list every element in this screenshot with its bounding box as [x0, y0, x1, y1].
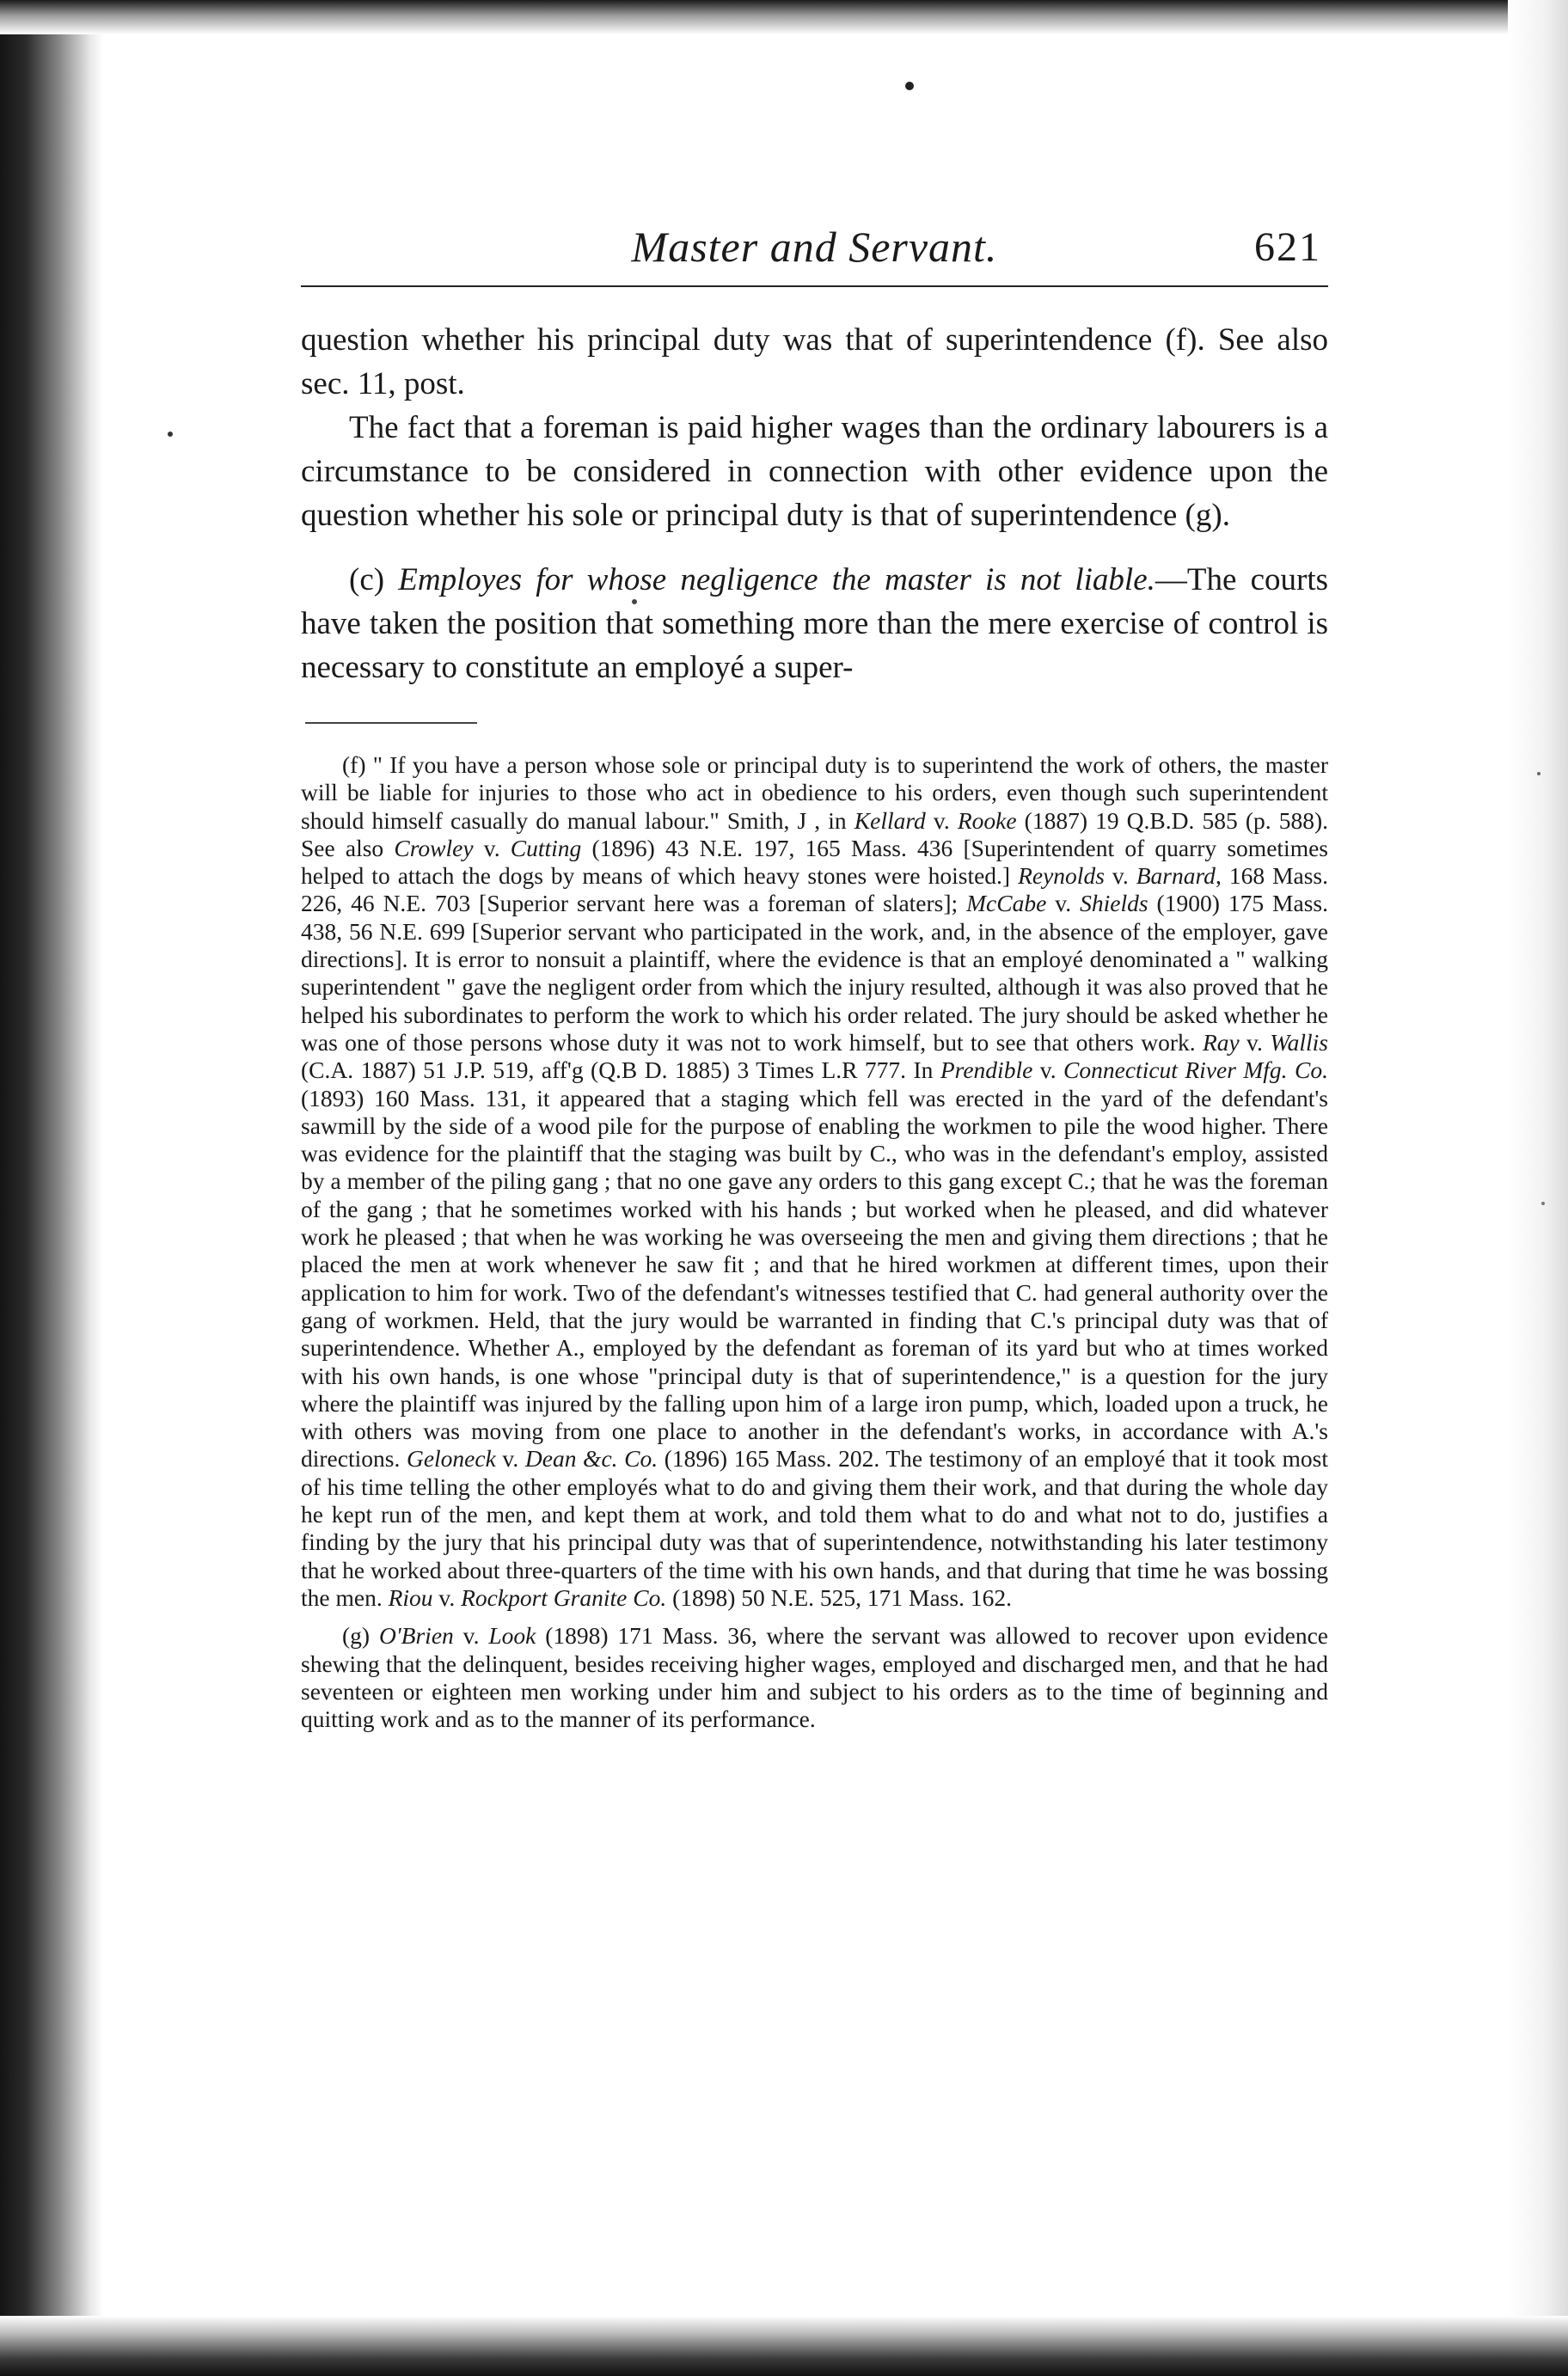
speck — [168, 432, 173, 437]
scan-shadow-bottom — [0, 2316, 1568, 2376]
footnote-text: (1893) 160 Mass. 131, it appeared that a staging which fell was erected in the yard of the defendant's sawmill by the side of a wood pile for the purpose of enabling the workmen to pile the wood higher. There was evidence for the plaintiff that the staging was built by C., who was in the defendant's employ, assisted by a member of the piling gang ; that no one gave any orders to this gang except C.; that he was the foreman of the gang ; that he sometimes worked with his hands ; but worked when he pleased, and did whatever work he pleased ; that when he was working he was overseeing the men and giving them directions ; that he placed the men at work whenever he saw fit ; and that he hired workmen at different times, upon their application to him for work. Two of the defendant's witnesses testified that C. had general authority over the gang of workmen. Held, that the jury would be warranted in finding that C.'s principal duty was that of superintendence. Whether A., employed by the defendant as foreman of its yard but who at times worked with his own hands, is one whose "principal duty is that of superintendence," is a question for the jury where the plaintiff was injured by the falling upon him of a large iron pump, which, loaded upon a truck, he with others was moving from one place to another in the defendant's works, in accordance with A.'s directions. — [301, 1084, 1328, 1473]
footnote-text: v. — [1046, 890, 1081, 917]
case-name: Crowley — [394, 834, 474, 861]
case-name: Dean &c. Co. — [524, 1445, 658, 1473]
case-name: Kellard — [854, 806, 926, 834]
footnote-text: v. — [1032, 1056, 1064, 1084]
scan-shadow-top — [0, 0, 1568, 34]
footnote-text: v. — [432, 1583, 462, 1611]
body-paragraph: question whether his principal duty was that of superintendence (f). See also sec. 11, post. — [301, 322, 1328, 401]
footnotes — [301, 751, 1328, 1733]
section-marker: (c) — [349, 562, 385, 597]
running-title: Master and Servant. — [631, 223, 998, 271]
section-c-paragraph — [301, 558, 1328, 689]
footnote-text: v. — [1104, 862, 1136, 890]
book-page — [301, 215, 1328, 1733]
case-name: Riou — [388, 1583, 433, 1611]
case-name: Barnard — [1136, 862, 1216, 890]
section-heading: Employes for whose negligence the master is not liable. — [398, 562, 1155, 597]
footnote-text: v. — [473, 834, 511, 861]
footnote-text: , 168 Mass. 226, 46 N.E. 703 [Superior servant here was a foreman of slaters]; — [301, 862, 1329, 917]
header-rule — [301, 285, 1328, 287]
footnote-text: (g) — [342, 1622, 379, 1650]
speck — [905, 82, 914, 90]
case-name: Shields — [1080, 890, 1148, 917]
body-paragraph: The fact that a foreman is paid higher wages than the ordinary labourers is a circumstance to be considered in connection with other evidence upon the question whether his sole or principal duty is that of superintendence (g). — [301, 410, 1328, 533]
case-name: Cutting — [510, 834, 582, 861]
footnote-text: (f) " If you have a person whose sole or principal duty is to superintend the work of others, the master will be liable for injuries to those who act in obedience to his orders, even though such superintendent should himself casually do manual labour." Smith, J , in — [301, 751, 1328, 834]
running-head — [301, 215, 1328, 285]
case-name: Geloneck — [406, 1445, 496, 1473]
case-name: Reynolds — [1018, 862, 1105, 890]
case-name: Rockport Granite Co. — [461, 1583, 667, 1611]
footnote-text: v. — [1239, 1028, 1271, 1056]
footnote-f — [301, 751, 1328, 1612]
footnote-text: v. — [453, 1622, 489, 1650]
footnote-text: (1896) 165 Mass. 202. The testimony of an employé that it took most of his time telling the other employés what to do and giving them their work, and that during the whole day he kept run of the men, and kept them at work, and told them what to do and what not to do, justifies a finding by the jury that his principal duty was that of superintendence, notwithstanding his later testimony that he worked about three-quarters of the time with his own hands, and that during that time he was bossing the men. — [301, 1445, 1328, 1611]
case-name: Rooke — [957, 806, 1017, 834]
footnote-text: (1898) 171 Mass. 36, where the servant was allowed to recover upon evidence shewing that the delinquent, besides receiving higher wages, employed and discharged men, and that he had seventeen or eighteen men working under him and subject to his orders as to the time of beginning and quitting work and as to the manner of its performance. — [301, 1622, 1329, 1733]
section-text: —The courts have taken the position that something more than the mere exercise of control is necessary to constitute an employé a super- — [301, 562, 1329, 685]
case-name: McCabe — [966, 890, 1047, 917]
footnote-rule — [305, 722, 477, 724]
scan-shadow-right — [1508, 0, 1568, 2376]
footnote-text: (1896) 43 N.E. 197, 165 Mass. 436 [Superintendent of quarry sometimes helped to attach the dogs by means of which heavy stones were hoisted.] — [301, 834, 1328, 890]
case-name: Prendible — [940, 1056, 1033, 1084]
case-name: O'Brien — [378, 1622, 454, 1650]
footnote-text: v. — [925, 806, 958, 834]
footnote-text: (C.A. 1887) 51 J.P. 519, aff'g (Q.B D. 1885) 3 Times L.R 777. In — [301, 1056, 940, 1084]
case-name: Wallis — [1270, 1028, 1328, 1056]
body-text — [301, 318, 1328, 689]
case-name: Ray — [1202, 1028, 1240, 1056]
case-name: Connecticut River Mfg. Co. — [1063, 1056, 1328, 1084]
footnote-g — [301, 1622, 1328, 1733]
footnote-text: v. — [495, 1445, 525, 1473]
page-number: 621 — [1254, 224, 1321, 270]
footnote-text: (1898) 50 N.E. 525, 171 Mass. 162. — [666, 1583, 1012, 1611]
case-name: Look — [488, 1622, 536, 1650]
scan-shadow-left — [0, 0, 103, 2376]
footnote-text: (1900) 175 Mass. 438, 56 N.E. 699 [Superior servant who participated in the work, and, in the absence of the employer, gave directions]. It is error to nonsuit a plaintiff, where the evidence is that an employé denominated a " walking superintendent " gave the negligent order from which the injury resulted, although it was also proved that he helped his subordinates to perform the work to which his order related. The jury should be asked whether he was one of those persons whose duty it was not to work himself, but to see that others work. — [301, 890, 1328, 1056]
footnote-text: (1887) 19 Q.B.D. 585 (p. 588). See also — [301, 806, 1328, 861]
